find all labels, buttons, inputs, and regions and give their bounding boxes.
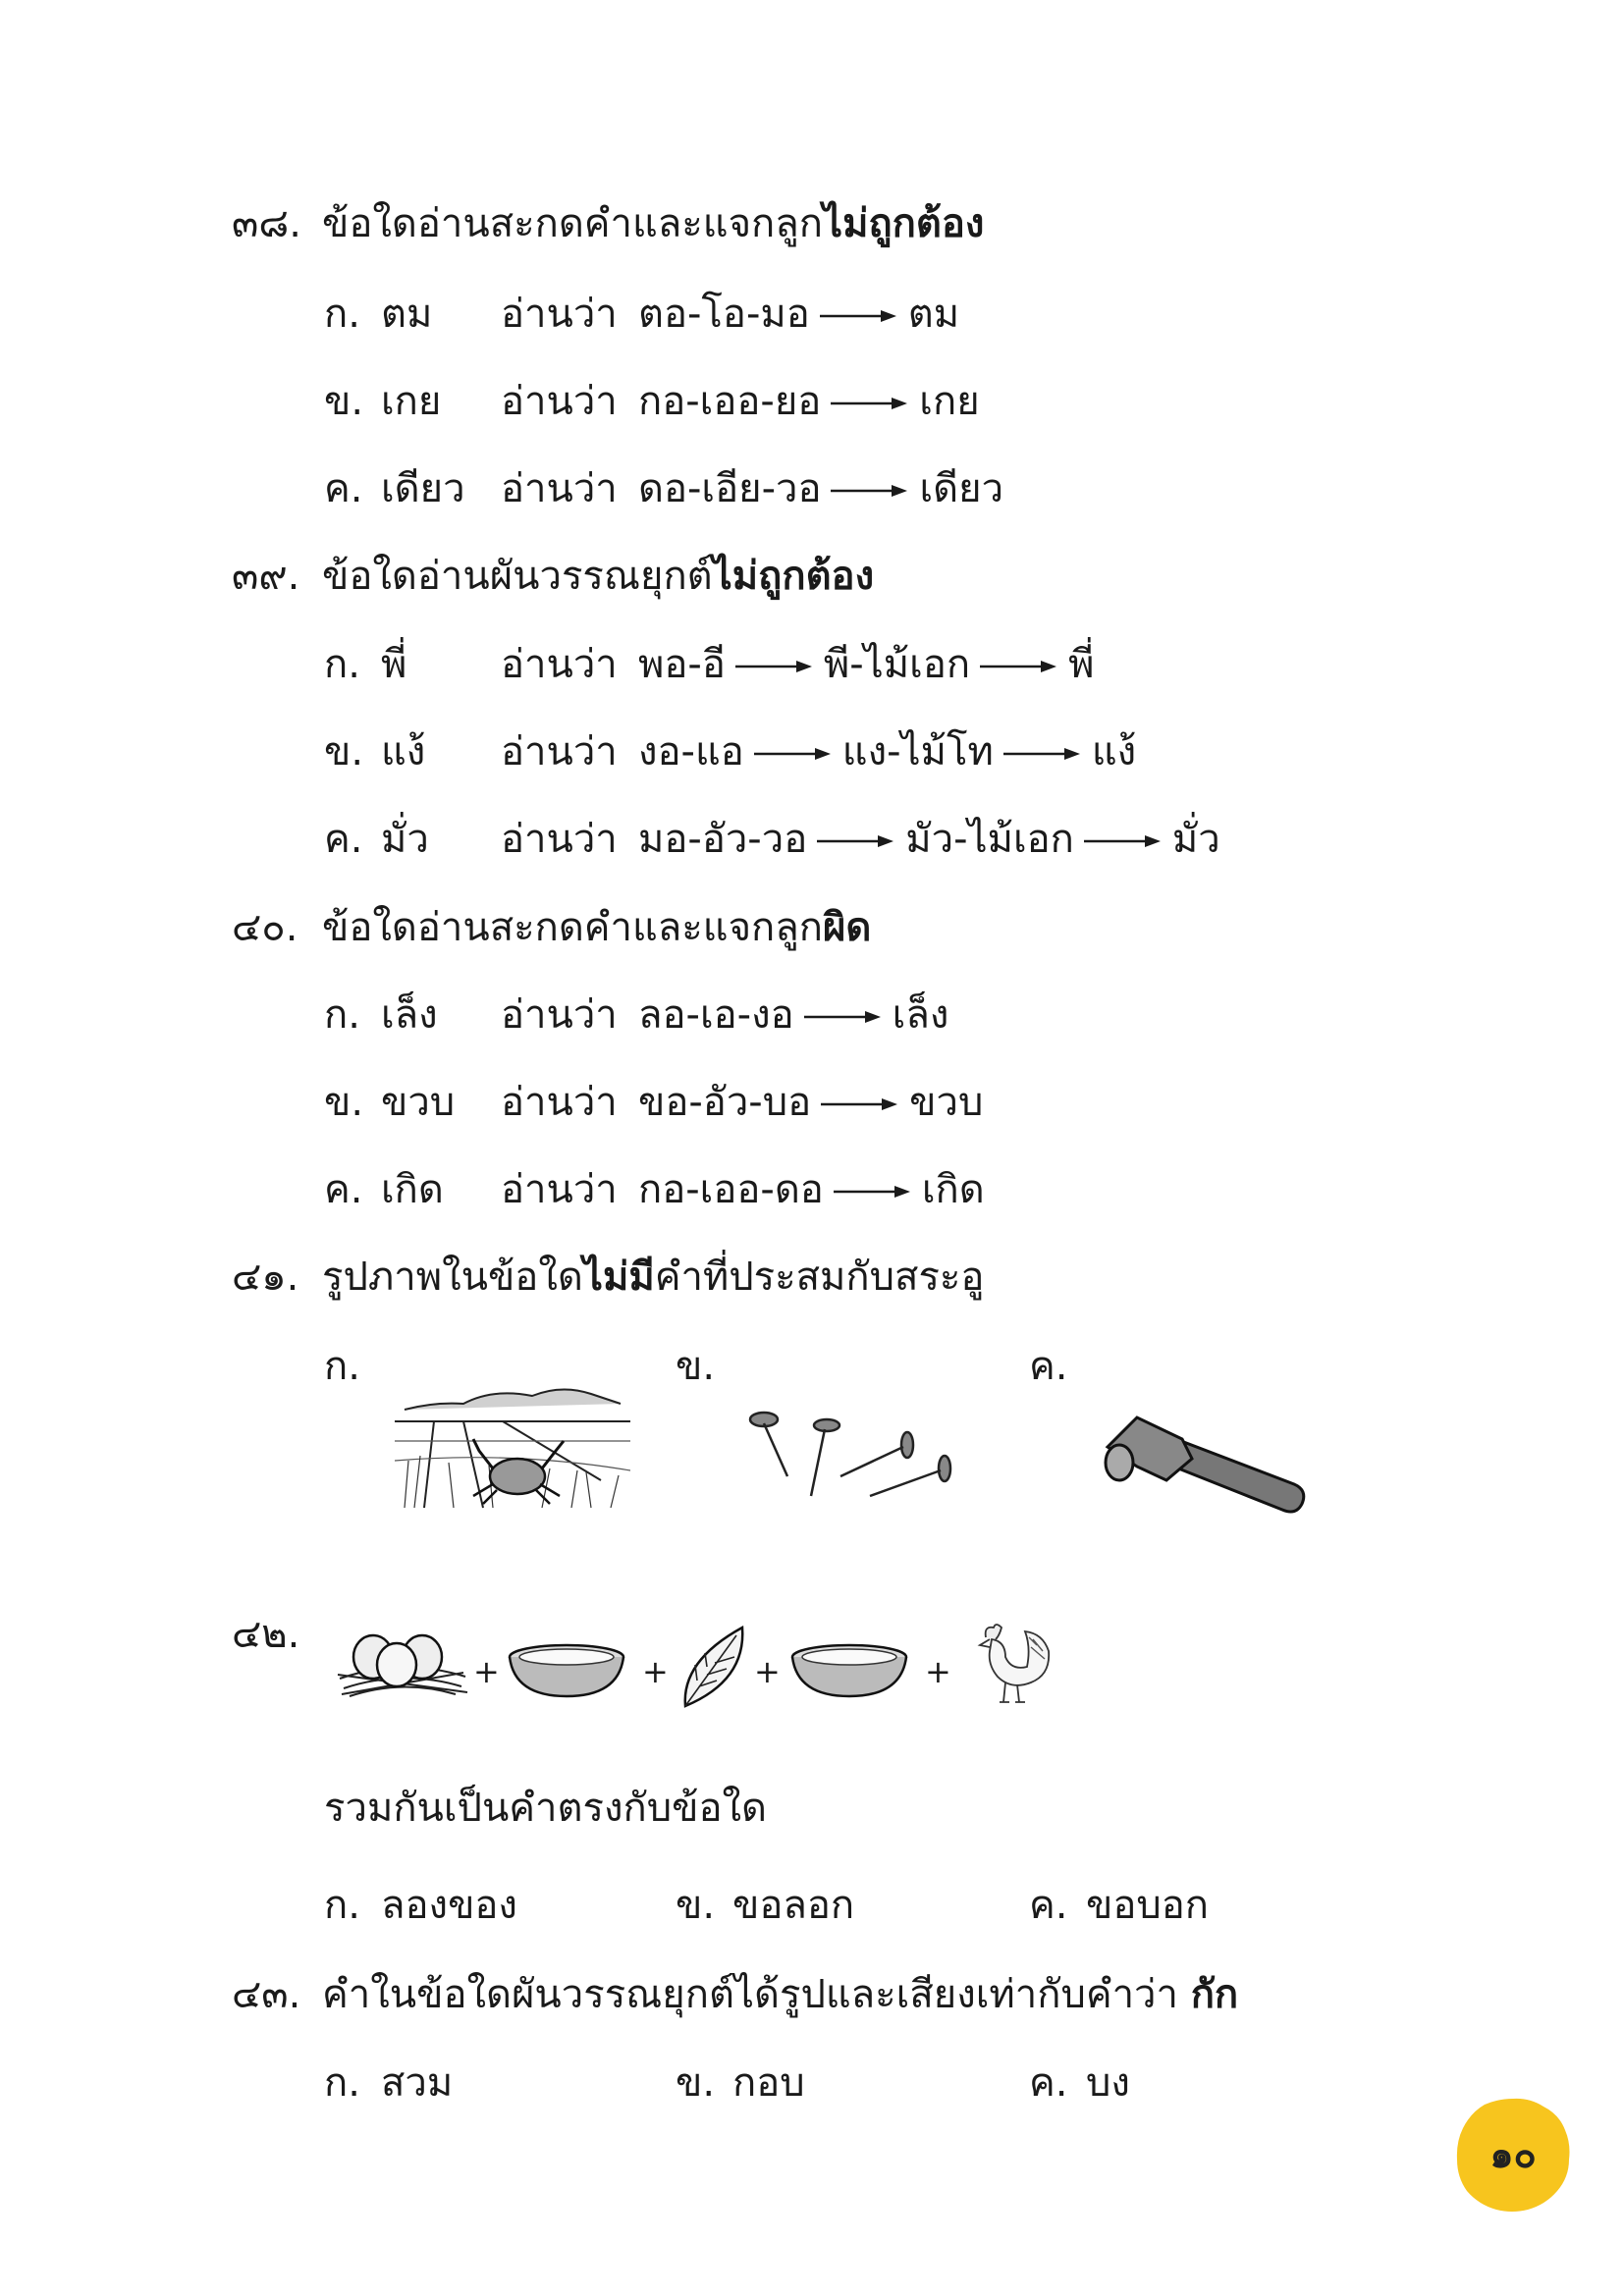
question-text: ข้อใดอ่านสะกดคำและแจกลูก [322, 905, 823, 950]
bowl-icon [503, 1641, 630, 1702]
bowl-icon [785, 1641, 913, 1702]
eggs-in-nest-icon [334, 1618, 471, 1704]
question-41 [232, 1253, 984, 1302]
question-emphasis: กัก [1190, 1972, 1239, 2017]
arrow-icon [754, 746, 833, 762]
leaf-icon [677, 1622, 748, 1712]
option-39-b[interactable]: ข. แง้ อ่านว่า งอ-แอ แง-ไม้โท แง้ [324, 729, 1137, 774]
option-43-c[interactable]: ค. บง [1029, 2060, 1130, 2106]
question-43 [232, 1970, 1238, 2019]
option-40-a[interactable]: ก. เล็ง อ่านว่า ลอ-เอ-งอ เล็ง [324, 992, 949, 1038]
plus-sign: + [925, 1653, 951, 1690]
option-40-b[interactable]: ข. ขวบ อ่านว่า ขอ-อัว-บอ ขวบ [324, 1080, 984, 1125]
question-text: รูปภาพในข้อใด [322, 1255, 583, 1300]
page-number: ๑๐ [1489, 2133, 1537, 2176]
option-38-b[interactable]: ข. เกย อ่านว่า กอ-เออ-ยอ เกย [324, 379, 980, 424]
question-text: ข้อใดอ่านสะกดคำและแจกลูก [322, 201, 823, 246]
arrow-icon [817, 833, 895, 849]
plus-sign: + [473, 1653, 500, 1690]
option-43-a[interactable]: ก. สวม [324, 2060, 454, 2106]
arrow-icon [820, 308, 898, 324]
plus-sign: + [754, 1653, 781, 1690]
question-number: ๓๘. [232, 201, 301, 246]
option-42-c[interactable]: ค. ขอบอก [1029, 1883, 1209, 1928]
option-41-b-letter[interactable]: ข. [676, 1344, 716, 1389]
arrow-icon [1003, 746, 1082, 762]
option-39-a[interactable]: ก. พี่ อ่านว่า พอ-อี พี-ไม้เอก พี่ [324, 642, 1095, 687]
option-42-b[interactable]: ข. ขอลอก [676, 1883, 855, 1928]
question-number: ๓๙. [232, 554, 300, 599]
option-43-b[interactable]: ข. กอบ [676, 2060, 805, 2106]
arrow-icon [821, 1096, 899, 1112]
option-42-a[interactable]: ก. ลองของ [324, 1883, 517, 1928]
option-40-c[interactable]: ค. เกิด อ่านว่า กอ-เออ-ดอ เกิด [324, 1167, 985, 1212]
arrow-icon [980, 659, 1058, 674]
question-emphasis: ไม่ถูกต้อง [712, 554, 875, 599]
question-40 [232, 903, 871, 952]
plus-sign: + [642, 1653, 669, 1690]
question-number: ๔๓. [232, 1972, 301, 2017]
question-text: คำในข้อใดผันวรรณยุกต์ได้รูปและเสียงเท่ากับคำว่า [322, 1972, 1178, 2017]
option-38-a[interactable]: ก. ตม อ่านว่า ตอ-โอ-มอ ตม [324, 292, 960, 337]
question-42 [232, 1610, 322, 1659]
arrow-icon [804, 1009, 883, 1025]
question-number: ๔๑. [232, 1255, 299, 1300]
question-emphasis: ผิด [822, 905, 872, 950]
question-emphasis: ไม่มี [582, 1255, 655, 1300]
nails-icon[interactable] [734, 1406, 960, 1504]
arrow-icon [831, 396, 909, 411]
q42-prompt: รวมกันเป็นคำตรงกับข้อใด [324, 1786, 767, 1831]
question-number: ๔๐. [232, 905, 298, 950]
option-39-c[interactable]: ค. มั่ว อ่านว่า มอ-อัว-วอ มัว-ไม้เอก มั่ว [324, 817, 1220, 862]
hammer-icon[interactable] [1098, 1394, 1316, 1522]
arrow-icon [834, 1184, 912, 1200]
option-41-a-letter[interactable]: ก. [324, 1344, 360, 1389]
question-text: ข้อใดอ่านผันวรรณยุกต์ [322, 554, 713, 599]
page-number-badge [1453, 2095, 1573, 2215]
rooster-icon [966, 1618, 1055, 1708]
question-emphasis: ไม่ถูกต้อง [822, 201, 985, 246]
arrow-icon [1084, 833, 1163, 849]
question-text-rest: คำที่ประสมกับสระอู [654, 1255, 985, 1300]
question-39 [232, 552, 874, 601]
option-38-c[interactable]: ค. เดียว อ่านว่า ดอ-เอีย-วอ เดียว [324, 466, 1004, 511]
question-38 [232, 199, 984, 248]
question-number: ๔๒. [232, 1612, 300, 1657]
option-41-c-letter[interactable]: ค. [1029, 1344, 1068, 1389]
arrow-icon [735, 659, 814, 674]
crab-in-rice-field-icon[interactable] [395, 1382, 630, 1510]
arrow-icon [831, 483, 909, 499]
